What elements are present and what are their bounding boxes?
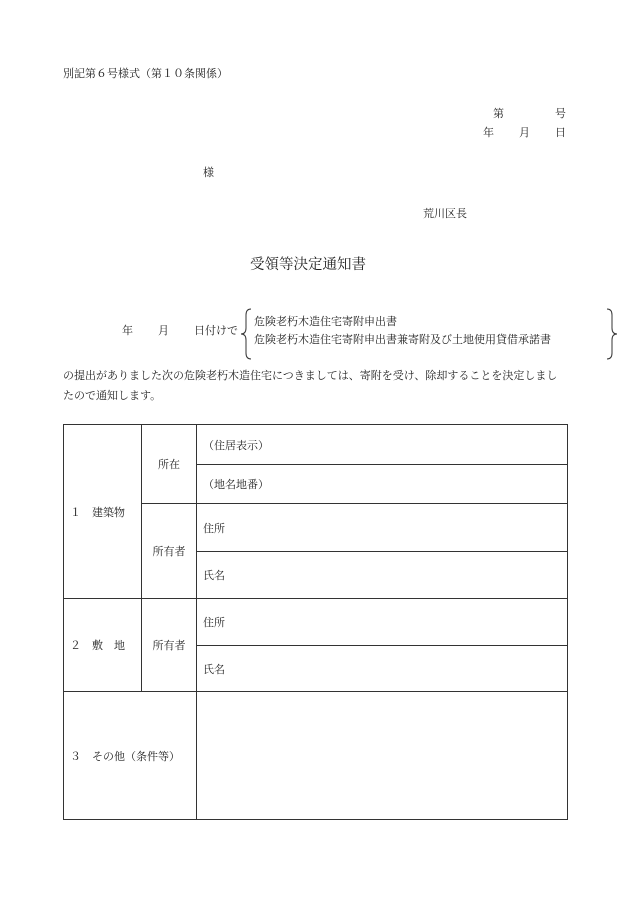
document-number xyxy=(493,108,566,119)
submission-date-suffix: 日付けで xyxy=(194,324,238,337)
building-label: １ 建築物 xyxy=(64,425,142,599)
document-option-1: 危険老朽木造住宅寄附申出書 xyxy=(254,315,397,328)
form-reference: 別記第６号様式（第１０条関係） xyxy=(63,67,228,80)
issuer: 荒川区長 xyxy=(423,207,467,220)
addressee-suffix: 様 xyxy=(203,166,214,179)
document-number-go: 号 xyxy=(555,107,566,120)
submission-date-month: 月 xyxy=(158,324,169,337)
document-number-dai: 第 xyxy=(493,107,504,120)
building-lot-field: （地名地番） xyxy=(197,465,568,504)
submission-date xyxy=(122,325,238,336)
document-title: 受領等決定通知書 xyxy=(250,257,366,273)
land-owner-name: 氏名 xyxy=(197,646,568,692)
left-brace xyxy=(240,308,252,360)
land-label: ２ 敷 地 xyxy=(64,599,142,692)
document-option-2: 危険老朽木造住宅寄附申出書兼寄附及び土地使用貸借承諾書 xyxy=(254,333,551,346)
body-text: の提出がありました次の危険老朽木造住宅につきましては、寄附を受け、除却することを決定しましたので通知します。 xyxy=(63,369,558,402)
issue-date-year: 年 xyxy=(483,126,494,139)
building-owner-name: 氏名 xyxy=(197,552,568,599)
right-brace xyxy=(606,308,618,360)
building-residence-field: （住居表示） xyxy=(197,425,568,465)
issue-date-month: 月 xyxy=(519,126,530,139)
submission-date-year: 年 xyxy=(122,324,133,337)
property-table xyxy=(63,424,568,820)
land-owner-label: 所有者 xyxy=(142,599,197,692)
building-owner-label: 所有者 xyxy=(142,504,197,599)
land-owner-address: 住所 xyxy=(197,599,568,646)
issue-date-day: 日 xyxy=(555,126,566,139)
building-location-label: 所在 xyxy=(142,425,197,504)
other-label: ３ その他（条件等） xyxy=(64,692,197,820)
issue-date xyxy=(483,127,566,138)
building-owner-address: 住所 xyxy=(197,504,568,552)
other-value xyxy=(197,692,568,820)
